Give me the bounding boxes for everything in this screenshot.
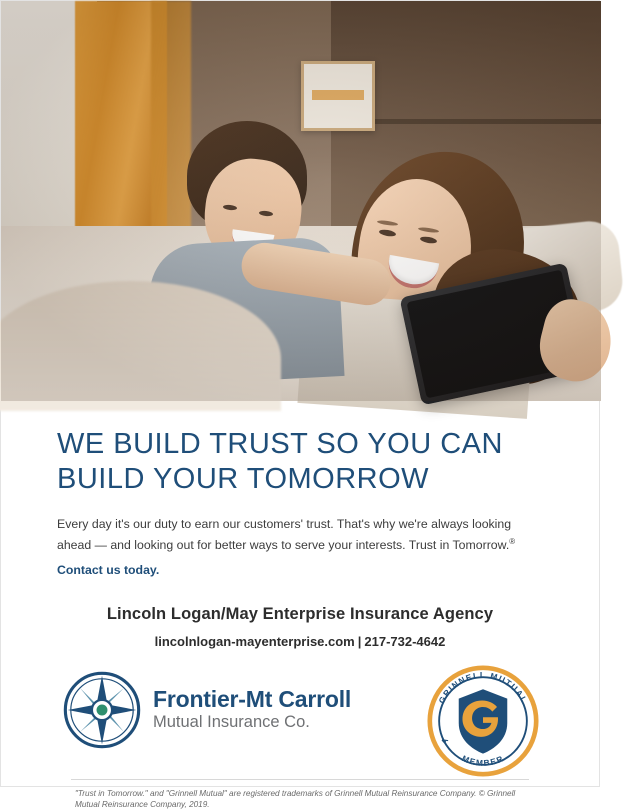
body-paragraph-text: Every day it's our duty to earn our customers' trust. That's why we're always looking ahead — and looking out for better ways to serve your interests. Trust in Tomorrow. (57, 516, 512, 553)
seal-top-text: GRINNELL MUTUAL (436, 669, 530, 705)
registered-mark: ® (509, 537, 516, 547)
agency-phone[interactable]: 217-732-4642 (364, 633, 446, 649)
agency-website[interactable]: lincolnlogan-mayenterprise.com (154, 633, 355, 649)
contact-us-link[interactable]: Contact us today. (57, 562, 160, 577)
footer-disclaimer: "Trust in Tomorrow." and "Grinnell Mutual" are registered trademarks of Grinnell Mutual Reinsurance Company. © Grinnell Mutual Reinsurance Company, 2019. (75, 788, 516, 810)
contact-separator: | (357, 633, 362, 649)
seal-a-letter: A (438, 734, 451, 747)
headline-line-1: WE BUILD TRUST SO YOU CAN (57, 428, 503, 460)
compass-rose-icon (63, 671, 141, 749)
grinnell-mutual-member-seal (427, 665, 539, 777)
agency-name: Lincoln Logan/May Enterprise Insurance Agency (106, 604, 494, 623)
frontier-mt-carroll-logo (63, 671, 351, 749)
frontier-logo-subname: Mutual Insurance Co. (153, 713, 310, 732)
logo-row (57, 665, 543, 775)
frontier-logo-name: Frontier-Mt Carroll (153, 685, 352, 712)
grinnell-g-shield-icon (459, 689, 508, 753)
hero-wall-art (301, 61, 375, 131)
grinnell-seal-icon (427, 665, 539, 777)
seal-bottom-text: MEMBER (460, 752, 506, 768)
headline-line-2: BUILD YOUR TOMORROW (57, 463, 430, 496)
ad-content (1, 401, 599, 811)
agency-block (57, 605, 543, 649)
frontier-logo-text (153, 687, 351, 733)
agency-contact (57, 634, 543, 649)
footer-disclaimer-row (71, 779, 529, 811)
body-paragraph (57, 514, 527, 557)
hero-photo (1, 1, 601, 401)
page-title (57, 427, 543, 498)
